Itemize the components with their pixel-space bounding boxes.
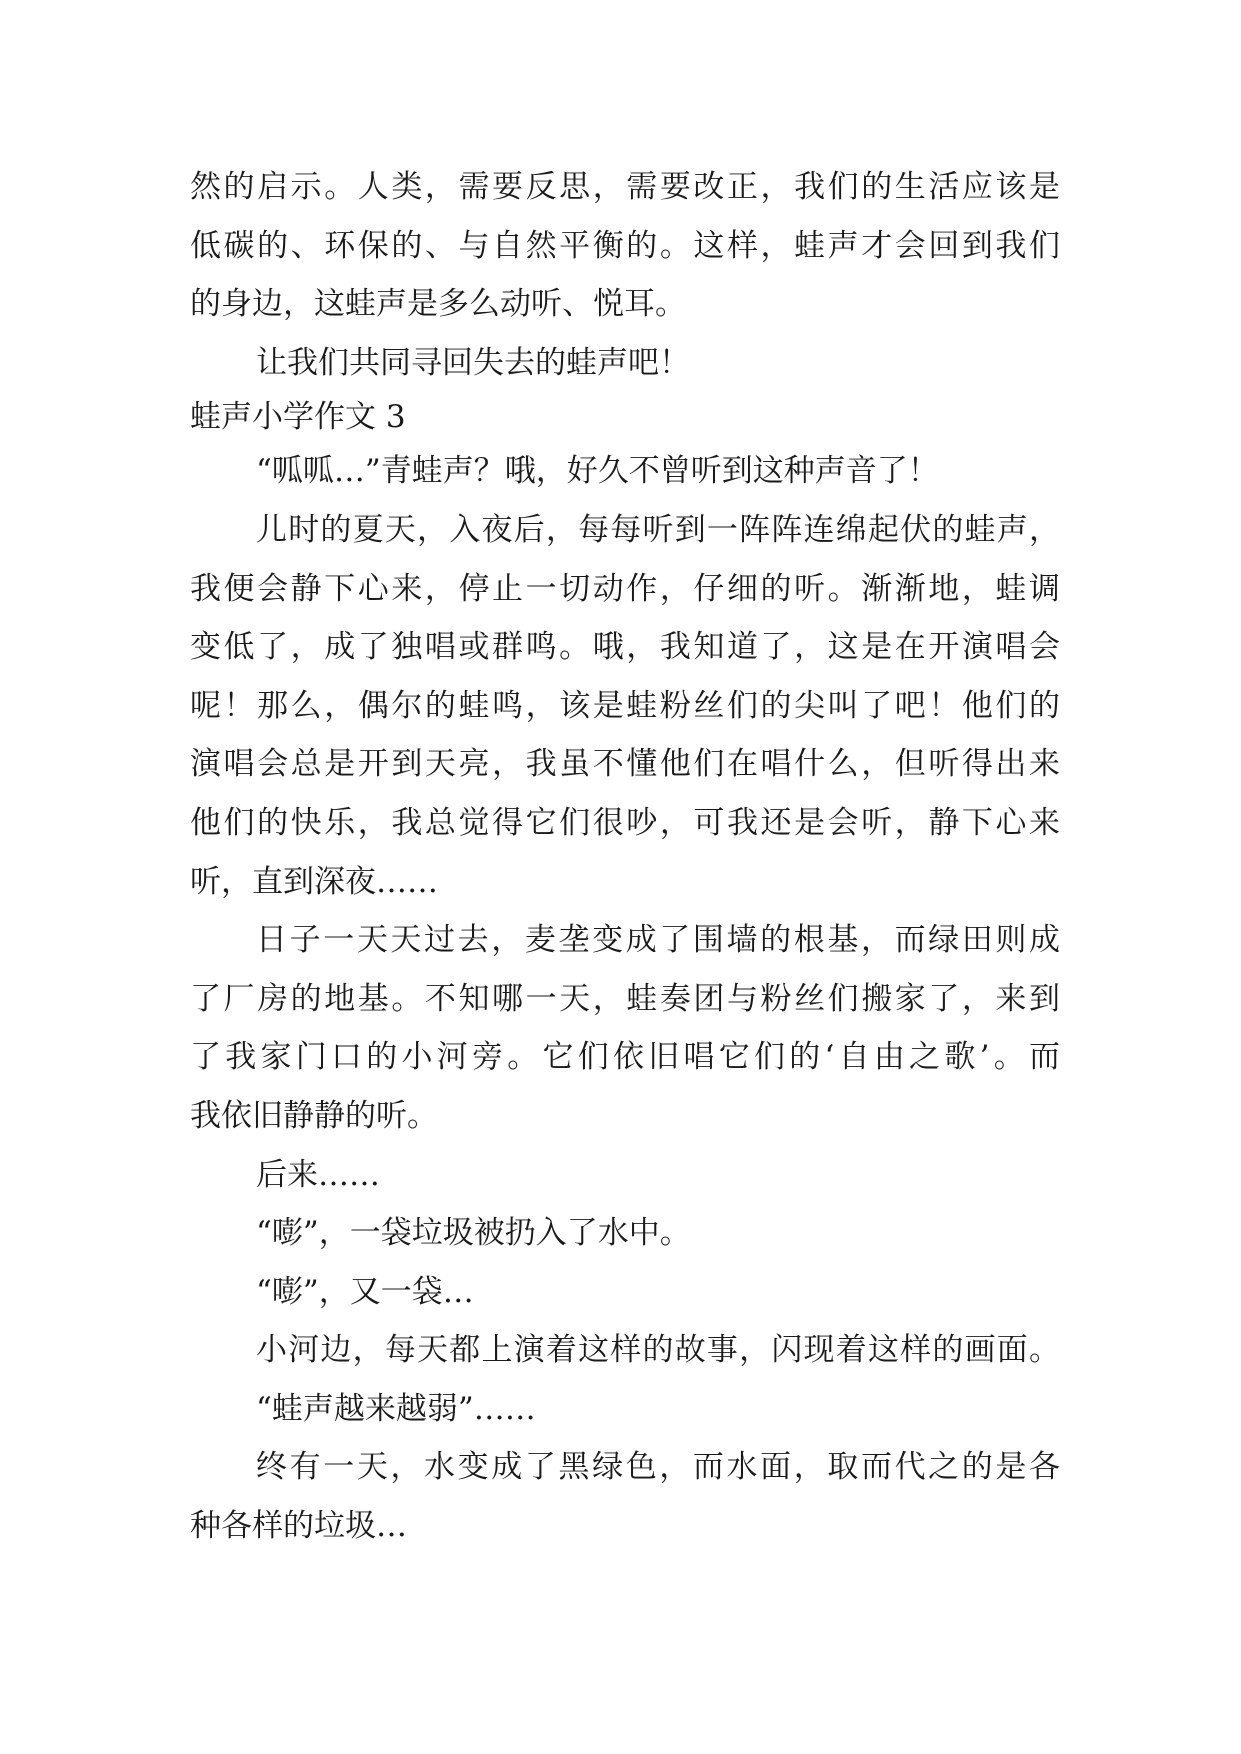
text-line: 了我家门口的小河旁。它们依旧唱它们的‘自由之歌’。而 — [190, 1039, 1060, 1076]
section-heading: 蛙声小学作文 3 — [190, 399, 406, 436]
text-line: 了厂房的地基。不知哪一天，蛙奏团与粉丝们搬家了，来到 — [190, 980, 1060, 1017]
essay-body — [190, 158, 1060, 1556]
text-line: 他们的快乐，我总觉得它们很吵，可我还是会听，静下心来 — [190, 804, 1060, 841]
text-line: 我依旧静静的听。 — [190, 1097, 438, 1134]
text-line: “嘭”，一袋垃圾被扔入了水中。 — [256, 1215, 691, 1252]
text-line: 让我们共同寻回失去的蛙声吧！ — [256, 344, 690, 381]
text-line: 种各样的垃圾… — [190, 1508, 407, 1545]
text-line: 然的启示。人类，需要反思，需要改正，我们的生活应该是 — [190, 169, 1060, 205]
text-line: 儿时的夏天，入夜后，每每听到一阵阵连绵起伏的蛙声， — [256, 511, 1060, 548]
text-line: 的身边，这蛙声是多么动听、悦耳。 — [190, 286, 686, 323]
text-line: 日子一天天过去，麦垄变成了围墙的根基，而绿田则成 — [256, 922, 1060, 959]
text-line: “嘭”，又一袋… — [256, 1273, 474, 1310]
text-line: 后来…… — [256, 1156, 380, 1193]
text-line: 终有一天，水变成了黑绿色，而水面，取而代之的是各 — [256, 1449, 1060, 1486]
text-line: 听，直到深夜…… — [190, 863, 438, 900]
text-line: 呢！那么，偶尔的蛙鸣，该是蛙粉丝们的尖叫了吧！他们的 — [190, 687, 1060, 724]
text-line: 我便会静下心来，停止一切动作，仔细的听。渐渐地，蛙调 — [190, 570, 1060, 607]
text-line: 低碳的、环保的、与自然平衡的。这样，蛙声才会回到我们 — [190, 227, 1060, 264]
text-line: 变低了，成了独唱或群鸣。哦，我知道了，这是在开演唱会 — [190, 629, 1060, 666]
text-line: “蛙声越来越弱”…… — [256, 1390, 536, 1427]
text-line: “呱呱…”青蛙声？哦，好久不曾听到这种声音了！ — [256, 453, 939, 490]
text-line: 演唱会总是开到天亮，我虽不懂他们在唱什么，但听得出来 — [190, 746, 1060, 783]
text-line: 小河边，每天都上演着这样的故事，闪现着这样的画面。 — [256, 1332, 1060, 1369]
